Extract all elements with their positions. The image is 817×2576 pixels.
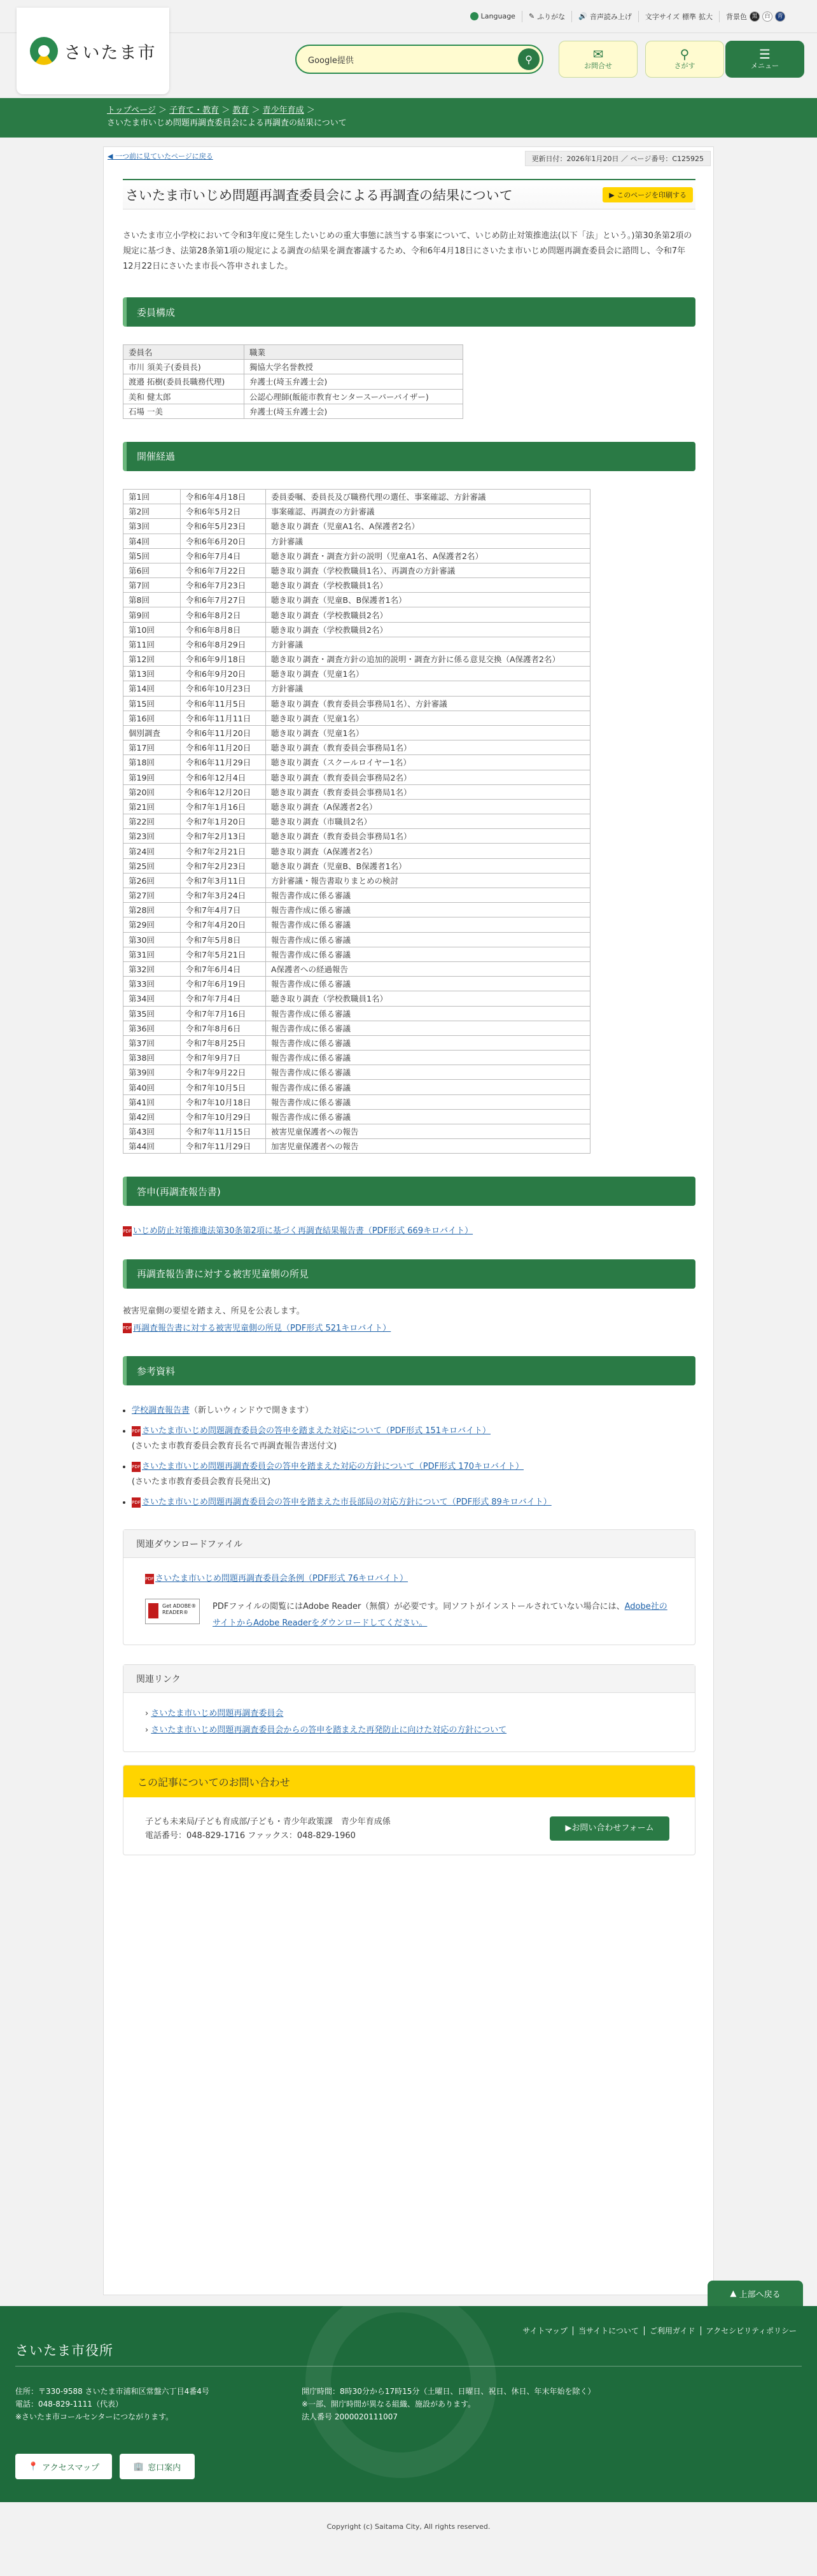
table-cell: 令和6年6月20日: [181, 534, 266, 548]
page-meta: 更新日付：2026年1月20日 ／ ページ番号：C125925: [525, 151, 711, 166]
table-cell: 令和7年10月5日: [181, 1080, 266, 1094]
table-cell: 聴き取り調査（教育委員会事務局1名）: [266, 740, 590, 755]
pdf-icon: PDF: [123, 1226, 132, 1236]
table-row: [123, 711, 590, 725]
page-title: さいたま市いじめ問題再調査委員会による再調査の結果について ▶ このページを印刷する: [123, 179, 695, 209]
table-cell: 令和7年3月24日: [181, 888, 266, 903]
counter-guide-button[interactable]: 🏢 窓口案内: [120, 2454, 195, 2479]
table-cell: 令和6年9月20日: [181, 667, 266, 681]
related-link[interactable]: さいたま市いじめ問題再調査委員会からの答申を踏まえた再発防止に向けた対応の方針について: [151, 1725, 507, 1736]
sitemap-link[interactable]: サイトマップ: [517, 2326, 573, 2335]
search-icon: ⚲: [525, 53, 533, 66]
table-cell: 聴き取り調査（教育委員会事務局1名）: [266, 784, 590, 799]
table-cell: 報告書作成に係る審議: [266, 977, 590, 991]
table-row: [123, 681, 590, 696]
table-cell: 聴き取り調査（児童A1名、A保護者2名）: [266, 519, 590, 534]
table-cell: 令和6年5月2日: [181, 504, 266, 519]
table-cell: 第5回: [123, 548, 181, 563]
table-cell: 美和 健太郎: [123, 389, 244, 404]
table-cell: 報告書作成に係る審議: [266, 1065, 590, 1080]
table-cell: 聴き取り調査（学校教職員1名）: [266, 578, 590, 593]
table-cell: 聴き取り調査（児童B、B保護者1名）: [266, 858, 590, 873]
list-item: [132, 1495, 695, 1510]
table-row: [123, 932, 590, 947]
table-cell: 第40回: [123, 1080, 181, 1094]
table-cell: 第18回: [123, 755, 181, 770]
pdf-icon: PDF: [132, 1497, 141, 1508]
opinion-text: 被害児童側の要望を踏まえ、所見を公表します。: [123, 1306, 305, 1316]
committee-table: [123, 344, 463, 419]
references-list: [123, 1403, 695, 1510]
print-button[interactable]: ▶ このページを印刷する: [603, 187, 693, 202]
accessibility-link[interactable]: アクセシビリティポリシー: [706, 2326, 797, 2335]
table-row: [123, 489, 590, 504]
inquiry-tel: 電話番号：048-829-1716 ファックス：048-829-1960: [145, 1831, 356, 1841]
table-row: [123, 740, 590, 755]
table-row: [123, 504, 590, 519]
table-cell: 第11回: [123, 637, 181, 651]
table-cell: 令和6年8月8日: [181, 622, 266, 637]
reference-pdf-link[interactable]: さいたま市いじめ問題再調査委員会の答申を踏まえた対応の方針について（PDF形式 170キロバイト）: [142, 1462, 524, 1472]
globe-icon: [470, 12, 478, 20]
table-row: [123, 652, 590, 667]
related-link[interactable]: さいたま市いじめ問題再調査委員会: [151, 1709, 284, 1719]
table-cell: 第10回: [123, 622, 181, 637]
table-cell: 第14回: [123, 681, 181, 696]
site-header: [0, 33, 817, 98]
map-pin-icon: 📍: [27, 2461, 39, 2472]
table-cell: 報告書作成に係る審議: [266, 1021, 590, 1035]
table-cell: 令和6年7月27日: [181, 593, 266, 607]
table-cell: 弁護士(埼玉弁護士会): [244, 404, 463, 418]
reference-pdf-link[interactable]: さいたま市いじめ問題再調査委員会の答申を踏まえた市長部局の対応方針について（PDF形式 89キロバイト）: [142, 1497, 552, 1508]
menu-button[interactable]: ☰ メニュー: [725, 41, 804, 78]
table-cell: 第31回: [123, 947, 181, 961]
table-cell: 報告書作成に係る審議: [266, 888, 590, 903]
table-cell: 令和6年4月18日: [181, 489, 266, 504]
table-cell: 聴き取り調査（児童1名）: [266, 711, 590, 725]
guide-link[interactable]: ご利用ガイド: [645, 2326, 701, 2335]
table-cell: 公認心理師(飯能市教育センタースーパーバイザー): [244, 389, 463, 404]
speaker-icon: 🔊: [578, 12, 587, 20]
downloads-box: 関連ダウンロードファイル PDF さいたま市いじめ問題再調査委員会条例（PDF形式 76キロバイト） Get ADOBE® READER® PDFファイルの閲覧にはAdobe Reader（無償）が必要です。同ソフトがインストールされていない場合には、Adobe社のサイトからAdobe Readerをダウンロードしてください。: [123, 1529, 695, 1645]
table-cell: 報告書作成に係る審議: [266, 1051, 590, 1065]
table-cell: 令和7年8月6日: [181, 1021, 266, 1035]
table-cell: 聴き取り調査（A保護者2名）: [266, 799, 590, 814]
school-report-link[interactable]: 学校調査報告書: [132, 1406, 190, 1416]
table-cell: 報告書作成に係る審議: [266, 1035, 590, 1050]
table-row: [123, 858, 590, 873]
table-row: [123, 548, 590, 563]
table-cell: 令和7年9月7日: [181, 1051, 266, 1065]
report-pdf-link[interactable]: いじめ防止対策推進法第30条第2項に基づく再調査結果報告書（PDF形式 669キロバイト）: [133, 1226, 473, 1236]
table-cell: 方針審議: [266, 534, 590, 548]
table-cell: 第2回: [123, 504, 181, 519]
table-cell: 加害児童保護者への報告: [266, 1139, 590, 1154]
table-cell: 令和7年4月20日: [181, 917, 266, 932]
footer-org-name: さいたま市役所: [15, 2343, 113, 2358]
table-cell: 令和7年3月11日: [181, 873, 266, 888]
table-cell: 第13回: [123, 667, 181, 681]
table-cell: 令和6年5月23日: [181, 519, 266, 534]
table-row: [123, 360, 463, 374]
table-cell: 令和7年2月21日: [181, 844, 266, 858]
table-row: [123, 563, 590, 577]
table-cell: 令和7年10月18日: [181, 1094, 266, 1109]
table-cell: 第44回: [123, 1139, 181, 1154]
history-table: [123, 489, 590, 1154]
bg-blue-button[interactable]: 青: [775, 11, 785, 22]
history-heading: 開催経過: [123, 442, 695, 471]
table-cell: 令和6年9月18日: [181, 652, 266, 667]
table-row: [123, 725, 590, 740]
table-cell: 令和7年7月16日: [181, 1006, 266, 1021]
table-cell: 令和6年7月23日: [181, 578, 266, 593]
city-emblem-icon: [30, 37, 58, 65]
table-cell: 獨協大学名誉教授: [244, 360, 463, 374]
table-row: [123, 888, 590, 903]
main-content: [103, 146, 714, 2295]
table-cell: 第30回: [123, 932, 181, 947]
opinion-pdf-link[interactable]: 再調査報告書に対する被害児童側の所見（PDF形式 521キロバイト）: [133, 1323, 391, 1333]
table-row: [123, 1065, 590, 1080]
table-cell: 令和7年6月19日: [181, 977, 266, 991]
table-row: [123, 1035, 590, 1050]
table-cell: 第27回: [123, 888, 181, 903]
table-cell: 令和6年11月11日: [181, 711, 266, 725]
table-cell: 聴き取り調査（児童1名）: [266, 667, 590, 681]
table-cell: 聴き取り調査（A保護者2名）: [266, 844, 590, 858]
table-row: [123, 374, 463, 389]
table-cell: 第20回: [123, 784, 181, 799]
site-footer: [0, 2306, 817, 2502]
table-row: [123, 1051, 590, 1065]
hamburger-icon: ☰: [759, 46, 771, 62]
footer-address: 住所：〒330-9588 さいたま市浦和区常盤六丁目4番4号 電話：048-829-1111（代表） ※さいたま市コールセンターにつながります。: [15, 2387, 209, 2421]
inquiry-form-button[interactable]: ▶ お問い合わせフォーム: [550, 1816, 669, 1841]
table-row: [123, 637, 590, 651]
table-row: [123, 519, 590, 534]
table-row: [123, 1124, 590, 1139]
table-cell: 令和7年10月29日: [181, 1109, 266, 1124]
table-cell: 令和7年2月23日: [181, 858, 266, 873]
search-button[interactable]: [518, 48, 540, 70]
table-cell: 第28回: [123, 903, 181, 917]
table-row: [123, 607, 590, 622]
footer-divider: [15, 2366, 802, 2367]
table-cell: 報告書作成に係る審議: [266, 903, 590, 917]
table-cell: 第35回: [123, 1006, 181, 1021]
table-cell: 聴き取り調査（学校教職員1名）: [266, 991, 590, 1006]
table-cell: 令和6年10月23日: [181, 681, 266, 696]
table-row: [123, 667, 590, 681]
table-cell: 第22回: [123, 814, 181, 829]
table-cell: 第7回: [123, 578, 181, 593]
table-row: [123, 1006, 590, 1021]
breadcrumb-education[interactable]: 教育: [232, 106, 249, 115]
table-cell: 令和6年11月20日: [181, 725, 266, 740]
table-cell: 令和7年11月15日: [181, 1124, 266, 1139]
table-cell: 第39回: [123, 1065, 181, 1080]
search-input[interactable]: Google提供 ⚲: [295, 45, 543, 74]
text-size-large[interactable]: 拡大: [699, 12, 713, 21]
table-cell: 渡邉 拓樹(委員長職務代理): [123, 374, 244, 389]
table-row: [123, 961, 590, 976]
table-cell: 報告書作成に係る審議: [266, 947, 590, 961]
table-cell: 令和7年6月4日: [181, 961, 266, 976]
reference-pdf-link[interactable]: さいたま市いじめ問題調査委員会の答申を踏まえた対応について（PDF形式 151キロバイト）: [142, 1426, 491, 1436]
table-cell: 令和7年2月13日: [181, 829, 266, 844]
back-link[interactable]: ◀ 一つ前に見ていたページに戻る: [108, 152, 213, 160]
downloads-heading: 関連ダウンロードファイル: [123, 1530, 695, 1558]
footer-links: [517, 2325, 802, 2336]
chevron-right-icon: ▶: [565, 1823, 572, 1834]
table-row: [123, 873, 590, 888]
pdf-icon: PDF: [145, 1574, 154, 1584]
table-cell: 令和6年8月29日: [181, 637, 266, 651]
table-cell: 第37回: [123, 1035, 181, 1050]
table-cell: 令和6年7月4日: [181, 548, 266, 563]
table-row: [123, 1109, 590, 1124]
language-link[interactable]: Language: [464, 11, 522, 22]
table-cell: 第41回: [123, 1094, 181, 1109]
pdf-icon: PDF: [132, 1462, 141, 1472]
related-heading: 関連リンク: [123, 1665, 695, 1693]
inquiry-box: [123, 1765, 695, 1855]
table-cell: 令和7年5月21日: [181, 947, 266, 961]
table-row: [123, 829, 590, 844]
table-row: [123, 1139, 590, 1154]
table-row: [123, 903, 590, 917]
table-cell: 第38回: [123, 1051, 181, 1065]
breadcrumb: トップページ ＞ 子育て・教育 ＞ 教育 ＞ 青少年育成 ＞ さいたま市いじめ問題再調査委員会による再調査の結果について: [0, 98, 817, 138]
table-cell: 聴き取り調査（学校教職員2名）: [266, 622, 590, 637]
table-cell: 第8回: [123, 593, 181, 607]
table-cell: 弁護士(埼玉弁護士会): [244, 374, 463, 389]
table-cell: 被害児童保護者への報告: [266, 1124, 590, 1139]
table-row: [123, 622, 590, 637]
table-cell: 聴き取り調査（スクールロイヤー1名）: [266, 755, 590, 770]
find-button[interactable]: ⚲ さがす: [645, 41, 724, 78]
about-link[interactable]: 当サイトについて: [573, 2326, 645, 2335]
table-cell: 令和6年11月29日: [181, 755, 266, 770]
breadcrumb-youth[interactable]: 青少年育成: [262, 106, 304, 115]
bg-color-control: 背景色 黒 白 青: [720, 11, 792, 22]
table-row: [123, 977, 590, 991]
table-cell: 聴き取り調査（児童B、B保護者1名）: [266, 593, 590, 607]
table-cell: 第24回: [123, 844, 181, 858]
table-cell: 令和6年7月22日: [181, 563, 266, 577]
adobe-logo-icon: [148, 1603, 158, 1618]
table-row: [123, 1080, 590, 1094]
table-cell: 聴き取り調査・調査方針の説明（児童A1名、A保護者2名）: [266, 548, 590, 563]
table-cell: 令和6年12月20日: [181, 784, 266, 799]
table-row: [123, 755, 590, 770]
adobe-reader-badge[interactable]: Get ADOBE® READER®: [145, 1599, 200, 1624]
breadcrumb-home[interactable]: トップページ: [107, 106, 156, 115]
table-cell: 第15回: [123, 696, 181, 711]
table-header: 委員名: [123, 345, 244, 360]
table-cell: 令和7年11月29日: [181, 1139, 266, 1154]
pencil-icon: ✎: [528, 12, 535, 20]
table-row: [123, 770, 590, 784]
table-cell: 第34回: [123, 991, 181, 1006]
site-logo[interactable]: [17, 8, 169, 94]
related-links-box: 関連リンク › さいたま市いじめ問題再調査委員会 › さいたま市いじめ問題再調査委員会からの答申を踏まえた再発防止に向けた対応の方針について: [123, 1664, 695, 1752]
table-row: [123, 534, 590, 548]
lead-text: さいたま市立小学校において令和3年度に発生したいじめの重大事態に該当する事案について、いじめ防止対策推進法(以下「法」という。)第30条第2項の規定に基づき、法第28条第1項の規定による調査の結果を調査審議するため、令和6年4月18日にさいたま市いじめ問題再調査委員会に諮問し、令和7年12月22日にさいたま市長へ答申されました。: [123, 231, 692, 271]
table-row: [123, 947, 590, 961]
table-cell: 第23回: [123, 829, 181, 844]
table-cell: 石場 一美: [123, 404, 244, 418]
table-cell: 第12回: [123, 652, 181, 667]
table-cell: 令和6年11月5日: [181, 696, 266, 711]
table-cell: 個別調査: [123, 725, 181, 740]
table-row: [123, 389, 463, 404]
table-cell: A保護者への経過報告: [266, 961, 590, 976]
table-cell: 第33回: [123, 977, 181, 991]
building-icon: 🏢: [133, 2461, 144, 2472]
table-cell: 聴き取り調査・調査方針の追加的説明・調査方針に係る意見交換（A保護者2名）: [266, 652, 590, 667]
table-cell: 聴き取り調査（学校教職員1名）、再調査の方針審議: [266, 563, 590, 577]
table-row: [123, 696, 590, 711]
ordinance-pdf-link[interactable]: さいたま市いじめ問題再調査委員会条例（PDF形式 76キロバイト）: [155, 1574, 408, 1584]
table-cell: 報告書作成に係る審議: [266, 1080, 590, 1094]
table-row: [123, 799, 590, 814]
table-cell: 令和6年12月4日: [181, 770, 266, 784]
table-header: 職業: [244, 345, 463, 360]
table-cell: 聴き取り調査（教育委員会事務局1名）: [266, 829, 590, 844]
table-row: [123, 1021, 590, 1035]
table-cell: 第36回: [123, 1021, 181, 1035]
table-cell: 報告書作成に係る審議: [266, 932, 590, 947]
committee-heading: 委員構成: [123, 297, 695, 327]
table-cell: 聴き取り調査（学校教職員2名）: [266, 607, 590, 622]
pdf-icon: PDF: [132, 1426, 141, 1436]
furigana-link[interactable]: ✎ ふりがな: [522, 11, 572, 22]
footer-hours: 開庁時間：8時30分から17時15分（土曜日、日曜日、祝日、休日、年末年始を除く） ※一部、開庁時間が異なる組織、施設があります。 法人番号 2000020111007: [302, 2387, 596, 2421]
table-cell: 市川 須美子(委員長): [123, 360, 244, 374]
table-row: [123, 404, 463, 418]
access-map-button[interactable]: 📍 アクセスマップ: [15, 2454, 112, 2479]
search-icon: ⚲: [680, 46, 690, 62]
table-row: [123, 844, 590, 858]
bg-black-button[interactable]: 黒: [750, 11, 760, 22]
text-size-control: 文字サイズ 標準 拡大: [639, 11, 720, 22]
table-cell: 聴き取り調査（教育委員会事務局1名）、方針審議: [266, 696, 590, 711]
inquiry-dept: 子ども未来局/子ども育成部/子ども・青少年政策課 青少年育成係: [145, 1817, 391, 1827]
breadcrumb-childcare[interactable]: 子育て・教育: [169, 106, 220, 115]
table-cell: 令和6年11月20日: [181, 740, 266, 755]
table-cell: 第16回: [123, 711, 181, 725]
table-cell: 第6回: [123, 563, 181, 577]
table-cell: 令和7年1月20日: [181, 814, 266, 829]
chat-icon: ✉: [592, 46, 604, 62]
list-item: • PDF さいたま市いじめ問題調査委員会の答申を踏まえた対応について（PDF形式 151キロバイト） (さいたま市教育委員会教育長名で再調査報告書送付文): [132, 1424, 695, 1454]
table-row: [123, 917, 590, 932]
table-cell: 第9回: [123, 607, 181, 622]
breadcrumb-current: さいたま市いじめ問題再調査委員会による再調査の結果について: [107, 118, 347, 128]
table-cell: 第29回: [123, 917, 181, 932]
table-cell: 報告書作成に係る審議: [266, 1109, 590, 1124]
table-cell: 第21回: [123, 799, 181, 814]
table-cell: 第26回: [123, 873, 181, 888]
report-heading: 答申(再調査報告書): [123, 1177, 695, 1206]
voice-link[interactable]: 🔊 音声読み上げ: [572, 11, 639, 22]
table-cell: 方針審議: [266, 637, 590, 651]
table-row: [123, 784, 590, 799]
table-cell: 令和7年9月22日: [181, 1065, 266, 1080]
table-cell: 令和7年5月8日: [181, 932, 266, 947]
table-cell: 第17回: [123, 740, 181, 755]
copyright: Copyright (c) Saitama City, All rights reserved.: [0, 2502, 817, 2576]
table-cell: 令和7年4月7日: [181, 903, 266, 917]
logo-text: さいたま市: [64, 43, 157, 63]
list-item: • 学校調査報告書（新しいウィンドウで開きます）: [132, 1403, 695, 1419]
pdf-icon: PDF: [123, 1323, 132, 1333]
list-item: • PDF さいたま市いじめ問題再調査委員会の答申を踏まえた対応の方針について（PDF形式 170キロバイト） (さいたま市教育委員会教育長発出文): [132, 1459, 695, 1490]
inquiry-heading: この記事についてのお問い合わせ: [123, 1766, 695, 1797]
bg-white-button[interactable]: 白: [762, 11, 772, 22]
table-cell: 令和7年1月16日: [181, 799, 266, 814]
table-cell: 聴き取り調査（教育委員会事務局2名）: [266, 770, 590, 784]
table-cell: 令和7年8月25日: [181, 1035, 266, 1050]
table-cell: 令和6年8月2日: [181, 607, 266, 622]
table-cell: 第32回: [123, 961, 181, 976]
table-row: [123, 991, 590, 1006]
contact-button[interactable]: ✉ お問合せ: [559, 41, 638, 78]
table-cell: 聴き取り調査（児童1名）: [266, 725, 590, 740]
text-size-standard[interactable]: 標準: [682, 12, 696, 21]
table-cell: 報告書作成に係る審議: [266, 1006, 590, 1021]
references-heading: 参考資料: [123, 1356, 695, 1385]
table-cell: 第19回: [123, 770, 181, 784]
table-cell: 第43回: [123, 1124, 181, 1139]
table-row: [123, 814, 590, 829]
table-cell: 第3回: [123, 519, 181, 534]
table-cell: 方針審議・報告書取りまとめの検討: [266, 873, 590, 888]
adobe-download-link[interactable]: Adobe社のサイトからAdobe Readerをダウンロードしてください。: [213, 1602, 667, 1629]
table-cell: 事案確認、再調査の方針審議: [266, 504, 590, 519]
table-cell: 方針審議: [266, 681, 590, 696]
table-row: [123, 593, 590, 607]
table-cell: 第25回: [123, 858, 181, 873]
table-row: [123, 1094, 590, 1109]
table-row: [123, 578, 590, 593]
table-cell: 報告書作成に係る審議: [266, 917, 590, 932]
table-cell: 令和7年7月4日: [181, 991, 266, 1006]
table-cell: 第4回: [123, 534, 181, 548]
opinion-heading: 再調査報告書に対する被害児童側の所見: [123, 1259, 695, 1289]
table-cell: 報告書作成に係る審議: [266, 1094, 590, 1109]
back-to-top-button[interactable]: ▲ 上部へ戻る: [708, 2281, 803, 2306]
table-cell: 委員委嘱、委員長及び職務代理の選任、事案確認、方針審議: [266, 489, 590, 504]
arrow-up-icon: ▲: [730, 2288, 737, 2298]
table-cell: 聴き取り調査（市職員2名）: [266, 814, 590, 829]
table-cell: 第1回: [123, 489, 181, 504]
table-cell: 第42回: [123, 1109, 181, 1124]
